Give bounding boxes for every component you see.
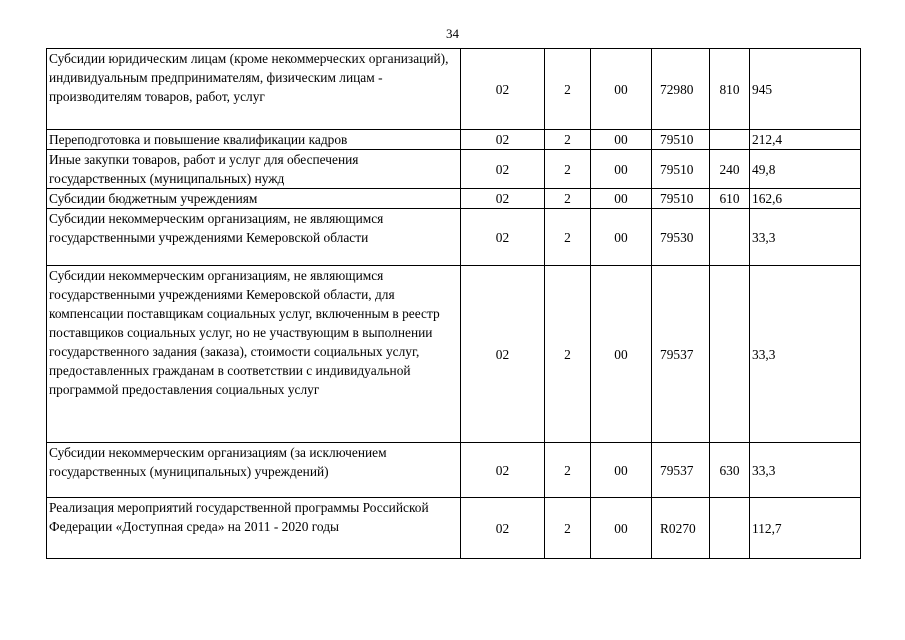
row-subsection: 2	[545, 266, 591, 443]
row-program: 00	[591, 189, 652, 209]
row-code: 79510	[652, 189, 710, 209]
row-amount: 49,8	[750, 150, 861, 189]
row-code: R0270	[652, 498, 710, 559]
row-subsection: 2	[545, 443, 591, 498]
row-amount: 33,3	[750, 266, 861, 443]
row-name: Субсидии некоммерческим организациям, не являющимся государственными учреждениями Кемеровской области, для компенсации поставщикам социальных услуг, включенным в реестр поставщиков социальных услуг, но не участвующим в выполнении государственного задания (заказа), стоимости социальных услуг, предоставленных гражданам в соответствии с индивидуальной программой предоставления социальных услуг	[47, 266, 461, 443]
row-section: 02	[461, 189, 545, 209]
row-code: 79510	[652, 150, 710, 189]
row-amount: 162,6	[750, 189, 861, 209]
row-section: 02	[461, 266, 545, 443]
row-program: 00	[591, 209, 652, 266]
row-code: 72980	[652, 49, 710, 130]
row-amount: 33,3	[750, 443, 861, 498]
row-program: 00	[591, 443, 652, 498]
table-row	[47, 498, 861, 559]
table-row	[47, 49, 861, 130]
row-type	[710, 209, 750, 266]
row-name: Реализация мероприятий государственной программы Российской Федерации «Доступная среда» на 2011 - 2020 годы	[47, 498, 461, 559]
row-code: 79537	[652, 443, 710, 498]
row-program: 00	[591, 498, 652, 559]
row-section: 02	[461, 49, 545, 130]
table-row	[47, 266, 861, 443]
row-section: 02	[461, 150, 545, 189]
row-section: 02	[461, 209, 545, 266]
row-amount: 945	[750, 49, 861, 130]
row-type: 610	[710, 189, 750, 209]
row-name: Субсидии некоммерческим организациям (за исключением государственных (муниципальных) учреждений)	[47, 443, 461, 498]
row-amount: 212,4	[750, 130, 861, 150]
row-section: 02	[461, 498, 545, 559]
row-name: Переподготовка и повышение квалификации кадров	[47, 130, 461, 150]
table-row	[47, 189, 861, 209]
row-name: Субсидии юридическим лицам (кроме некоммерческих организаций), индивидуальным предпринимателям, физическим лицам - производителям товаров, работ, услуг	[47, 49, 461, 130]
row-subsection: 2	[545, 209, 591, 266]
row-type: 240	[710, 150, 750, 189]
page-number: 34	[446, 26, 459, 41]
row-subsection: 2	[545, 498, 591, 559]
row-code: 79530	[652, 209, 710, 266]
table-row	[47, 130, 861, 150]
row-name: Субсидии некоммерческим организациям, не являющимся государственными учреждениями Кемеровской области	[47, 209, 461, 266]
row-type: 630	[710, 443, 750, 498]
row-section: 02	[461, 443, 545, 498]
row-section: 02	[461, 130, 545, 150]
row-subsection: 2	[545, 130, 591, 150]
row-name: Иные закупки товаров, работ и услуг для обеспечения государственных (муниципальных) нужд	[47, 150, 461, 189]
row-code: 79510	[652, 130, 710, 150]
row-subsection: 2	[545, 49, 591, 130]
row-amount: 112,7	[750, 498, 861, 559]
row-code: 79537	[652, 266, 710, 443]
row-subsection: 2	[545, 189, 591, 209]
row-type: 810	[710, 49, 750, 130]
row-program: 00	[591, 266, 652, 443]
row-type	[710, 498, 750, 559]
row-amount: 33,3	[750, 209, 861, 266]
row-program: 00	[591, 150, 652, 189]
table-row	[47, 209, 861, 266]
row-program: 00	[591, 130, 652, 150]
row-name: Субсидии бюджетным учреждениям	[47, 189, 461, 209]
table-row	[47, 150, 861, 189]
row-subsection: 2	[545, 150, 591, 189]
row-program: 00	[591, 49, 652, 130]
budget-table	[46, 48, 861, 559]
row-type	[710, 130, 750, 150]
table-row	[47, 443, 861, 498]
row-type	[710, 266, 750, 443]
